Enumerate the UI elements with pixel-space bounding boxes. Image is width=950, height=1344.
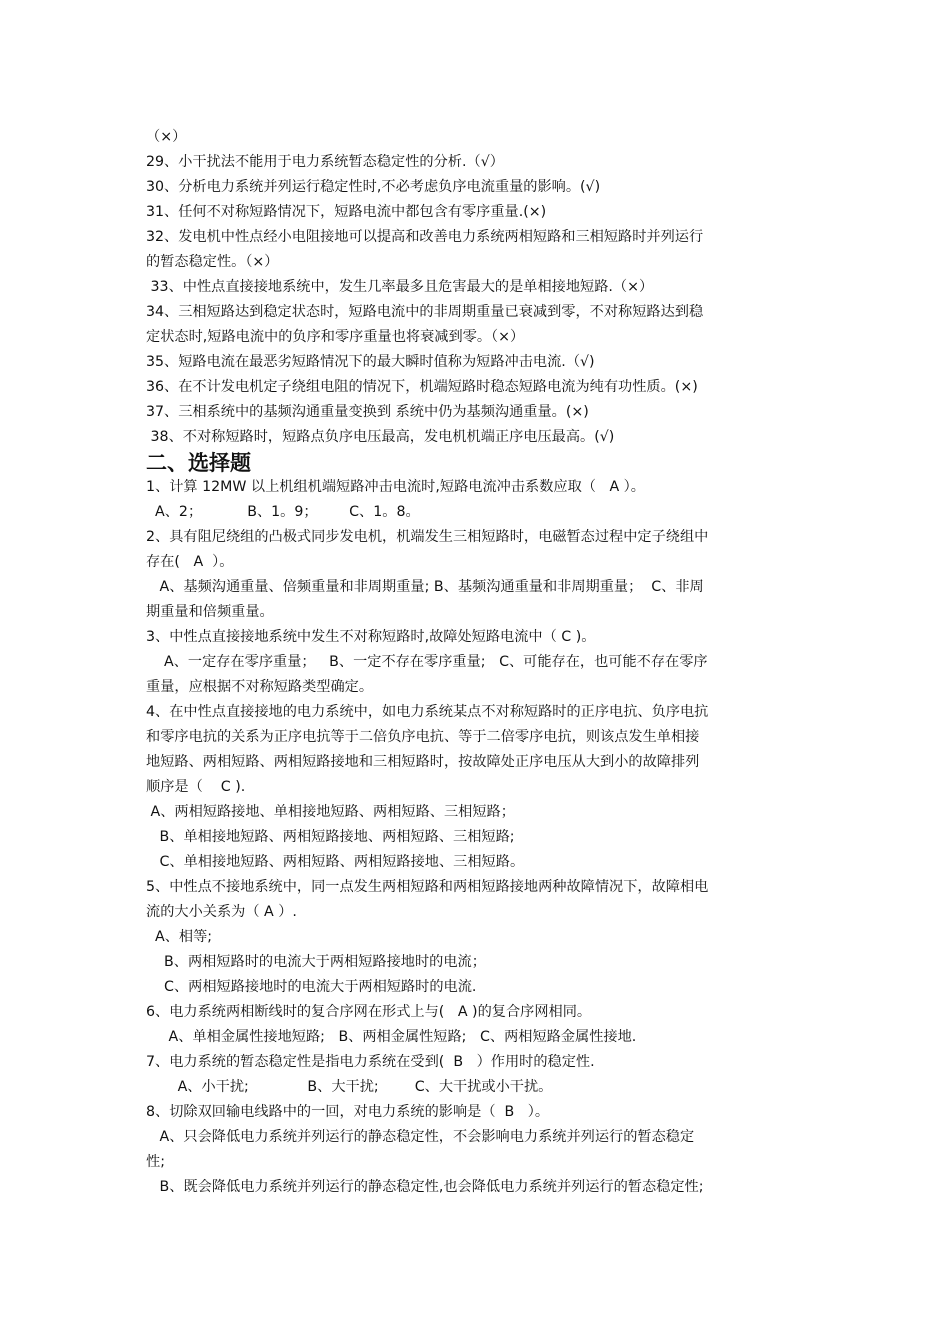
text-line: A、基频沟通重量、倍频重量和非周期重量; B、基频沟通重量和非周期重量； C、非周 (146, 579, 704, 595)
text-line: A、一定存在零序重量； B、一定不存在零序重量; C、可能存在，也可能不存在零序 (146, 654, 708, 670)
text-line: B、单相接地短路、两相短路接地、两相短路、三相短路; (146, 829, 515, 845)
text-line: 1、计算 12MW 以上机组机端短路冲击电流时,短路电流冲击系数应取（ A ）。 (146, 479, 645, 495)
text-line: C、两相短路接地时的电流大于两相短路时的电流. (146, 979, 477, 995)
text-line: B、两相短路时的电流大于两相短路接地时的电流； (146, 954, 486, 970)
text-line: 3、中性点直接接地系统中发生不对称短路时,故障处短路电流中（ C )。 (146, 629, 596, 645)
section-heading: 二、选择题 (146, 451, 251, 475)
text-line: 29、小干扰法不能用于电力系统暂态稳定性的分析.（√） (146, 154, 504, 170)
text-line: 8、切除双回输电线路中的一回，对电力系统的影响是（ B ）。 (146, 1104, 550, 1120)
text-line: 的暂态稳定性。（×） (146, 254, 279, 270)
text-line: 顺序是（ C ). (146, 779, 246, 795)
text-line: A、单相金属性接地短路; B、两相金属性短路; C、两相短路金属性接地. (146, 1029, 637, 1045)
text-line: A、两相短路接地、单相接地短路、两相短路、三相短路； (146, 804, 515, 820)
text-line: 定状态时,短路电流中的负序和零序重量也将衰减到零。（×） (146, 329, 525, 345)
text-line: 30、分析电力系统并列运行稳定性时,不必考虑负序电流重量的影响。(√) (146, 179, 601, 195)
text-line: 地短路、两相短路、两相短路接地和三相短路时，按故障处正序电压从大到小的故障排列 (146, 754, 700, 770)
text-line: B、既会降低电力系统并列运行的静态稳定性,也会降低电力系统并列运行的暂态稳定性; (146, 1179, 704, 1195)
text-line: 性; (146, 1154, 165, 1170)
text-line: 重量，应根据不对称短路类型确定。 (146, 679, 374, 695)
text-line: A、2； B、1。9； C、1。8。 (146, 504, 420, 520)
text-line: 6、电力系统两相断线时的复合序网在形式上与( A )的复合序网相同。 (146, 1004, 592, 1020)
text-line: 2、具有阻尼绕组的凸极式同步发电机，机端发生三相短路时，电磁暂态过程中定子绕组中 (146, 529, 709, 545)
text-line: 37、三相系统中的基频沟通重量变换到 系统中仍为基频沟通重量。(×) (146, 404, 589, 420)
text-line: A、只会降低电力系统并列运行的静态稳定性，不会影响电力系统并列运行的暂态稳定 (146, 1129, 695, 1145)
text-line: （×） (146, 129, 187, 145)
text-line: 5、中性点不接地系统中，同一点发生两相短路和两相短路接地两种故障情况下，故障相电 (146, 879, 709, 895)
text-line: 期重量和倍频重量。 (146, 604, 274, 620)
text-line: A、小干扰; B、大干扰; C、大干扰或小干扰。 (146, 1079, 553, 1095)
text-line: A、相等; (146, 929, 213, 945)
text-line: 36、在不计发电机定子绕组电阻的情况下，机端短路时稳态短路电流为纯有功性质。(×) (146, 379, 698, 395)
text-line: 流的大小关系为（ A ）. (146, 904, 297, 920)
text-line: 7、电力系统的暂态稳定性是指电力系统在受到( B ）作用时的稳定性. (146, 1054, 595, 1070)
text-line: 34、三相短路达到稳定状态时，短路电流中的非周期重量已衰减到零，不对称短路达到稳 (146, 304, 704, 320)
text-line: 38、不对称短路时，短路点负序电压最高，发电机机端正序电压最高。(√) (146, 429, 615, 445)
text-line: C、单相接地短路、两相短路、两相短路接地、三相短路。 (146, 854, 525, 870)
text-line: 35、短路电流在最恶劣短路情况下的最大瞬时值称为短路冲击电流.（√) (146, 354, 595, 370)
text-line: 存在( A ）。 (146, 554, 234, 570)
text-line: 32、发电机中性点经小电阻接地可以提高和改善电力系统两相短路和三相短路时并列运行 (146, 229, 704, 245)
text-line: 31、任何不对称短路情况下，短路电流中都包含有零序重量.(×) (146, 204, 547, 220)
text-line: 33、中性点直接接地系统中，发生几率最多且危害最大的是单相接地短路.（×） (146, 279, 654, 295)
text-line: 和零序电抗的关系为正序电抗等于二倍负序电抗、等于二倍零序电抗，则该点发生单相接 (146, 729, 700, 745)
text-line: 4、在中性点直接接地的电力系统中，如电力系统某点不对称短路时的正序电抗、负序电抗 (146, 704, 709, 720)
